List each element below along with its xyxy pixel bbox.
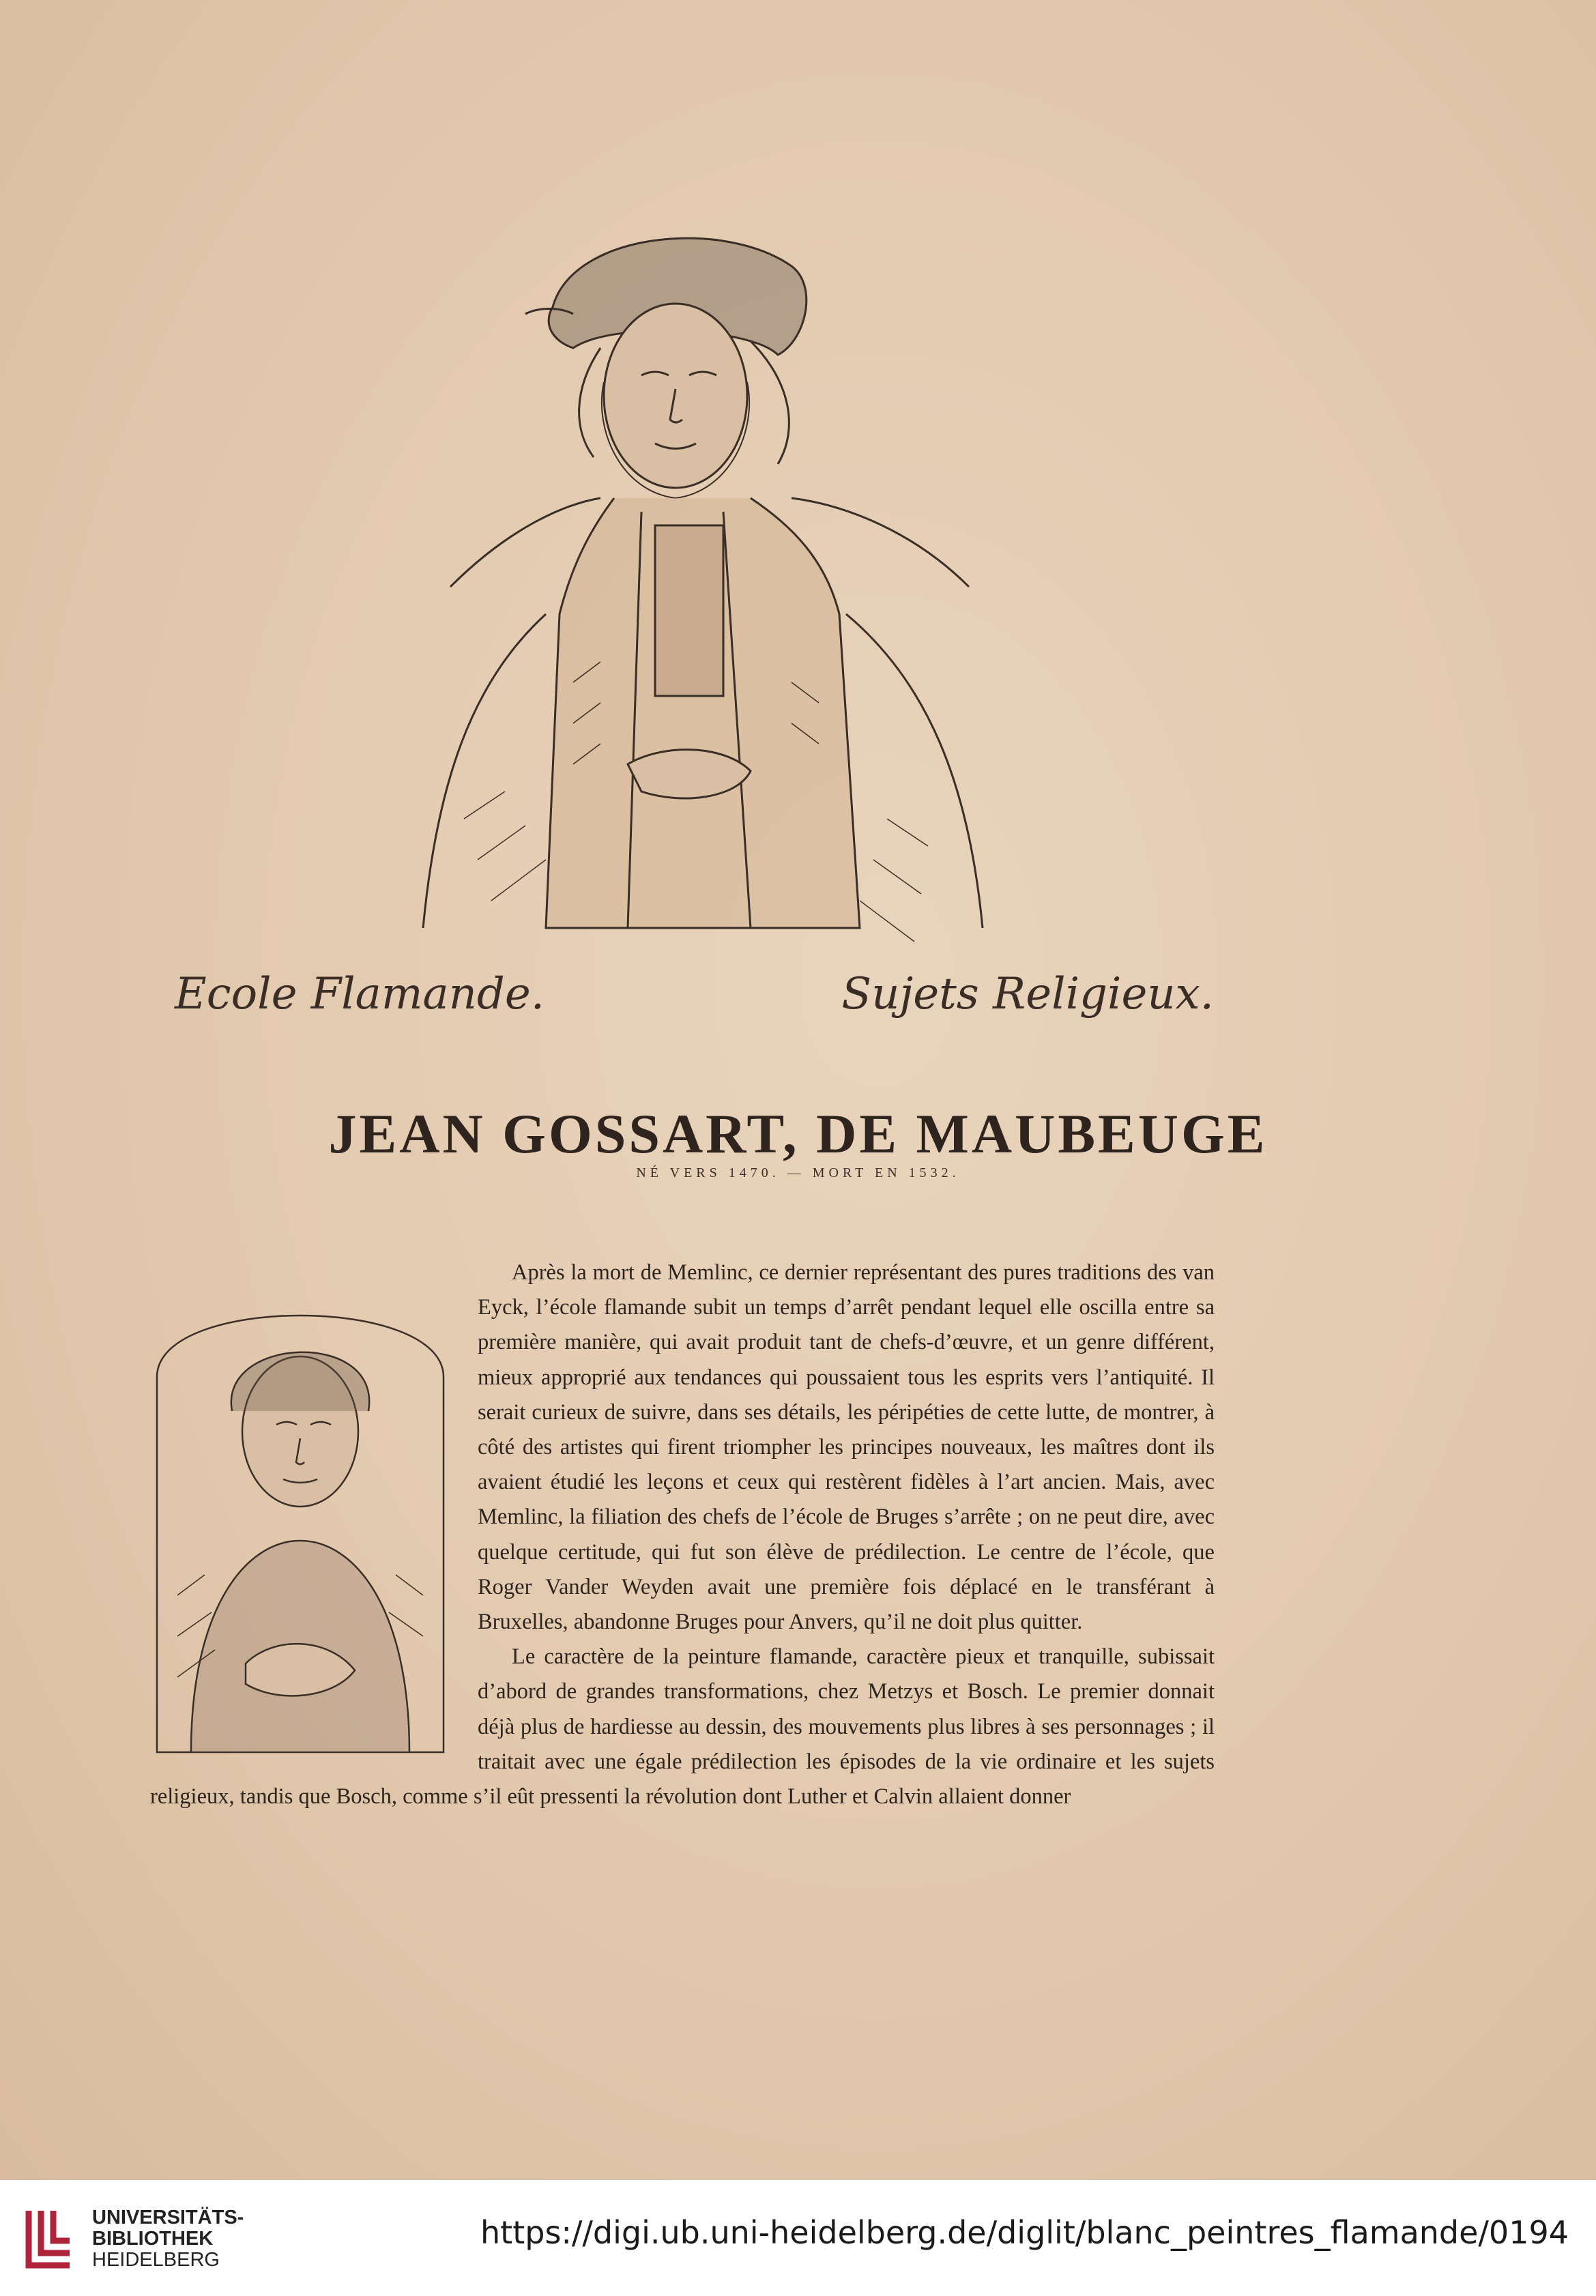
paragraph-1: Après la mort de Memlinc, ce dernier représentant des pures traditions des van Eyck, l’école flamande subit un temps d’arrêt pendant lequel elle oscilla entre sa première manière, qui avait produit tant de chefs-d’œuvre, et un genre différent, mieux approprié aux tendances qui poussaient tous les esprits vers l’antiquité. Il serait curieux de suivre, dans ses détails, les péripéties de cette lutte, de montrer, à côté des artistes qui firent triompher les principes nouveaux, les maîtres dont ils avaient étudié les leçons et ceux qui restèrent fidèles à l’art ancien. Mais, avec Memlinc, la filiation des chefs de l’école de Bruges s’arrête ; on ne peut dire, avec quelque certitude, qui fut son élève de prédilection. Le centre de l’école, que Roger Vander Weyden avait une première fois déplacé en le transférant à Bruxelles, abandonne Bruges pour Anvers, qu’il ne doit plus quitter. (478, 1260, 1215, 1635)
page-subtitle: NÉ VERS 1470. — MORT EN 1532. (636, 1165, 960, 1180)
library-logo-icon (15, 2204, 83, 2272)
paragraph-2: Le caractère de la peinture flamande, caractère pieux et tranquille, subissait d’abord de grandes transformations, chez Metzys et Bosch. Le premier donnait déjà plus de hardiesse au dessin, des mouvements plus libres à ses personnages ; il traitait avec une égale prédilection les épisodes de la vie ordinaire et les sujets religieux, tandis que Bosch, comme s’il eût pressenti la révolution dont Luther et Calvin allaient donner (150, 1644, 1215, 1810)
caption-subject: Sujets Religieux. (841, 969, 1214, 1019)
caption-school: Ecole Flamande. (175, 969, 545, 1019)
library-line-2: BIBLIOTHEK (92, 2228, 214, 2250)
article-body (150, 1255, 1215, 1814)
permalink-url[interactable]: https://digi.ub.uni-heidelberg.de/diglit/blanc_peintres_flamande/0194 (480, 2214, 1569, 2251)
viewer-footer (0, 2180, 1596, 2296)
library-line-1: UNIVERSITÄTS- (92, 2207, 244, 2228)
library-name (92, 2207, 244, 2271)
portrait-float-space (150, 1255, 464, 1754)
page-title: JEAN GOSSART, DE MAUBEUGE (328, 1103, 1268, 1165)
engraved-portrait-main (368, 205, 1024, 948)
library-line-3: HEIDELBERG (92, 2249, 220, 2271)
